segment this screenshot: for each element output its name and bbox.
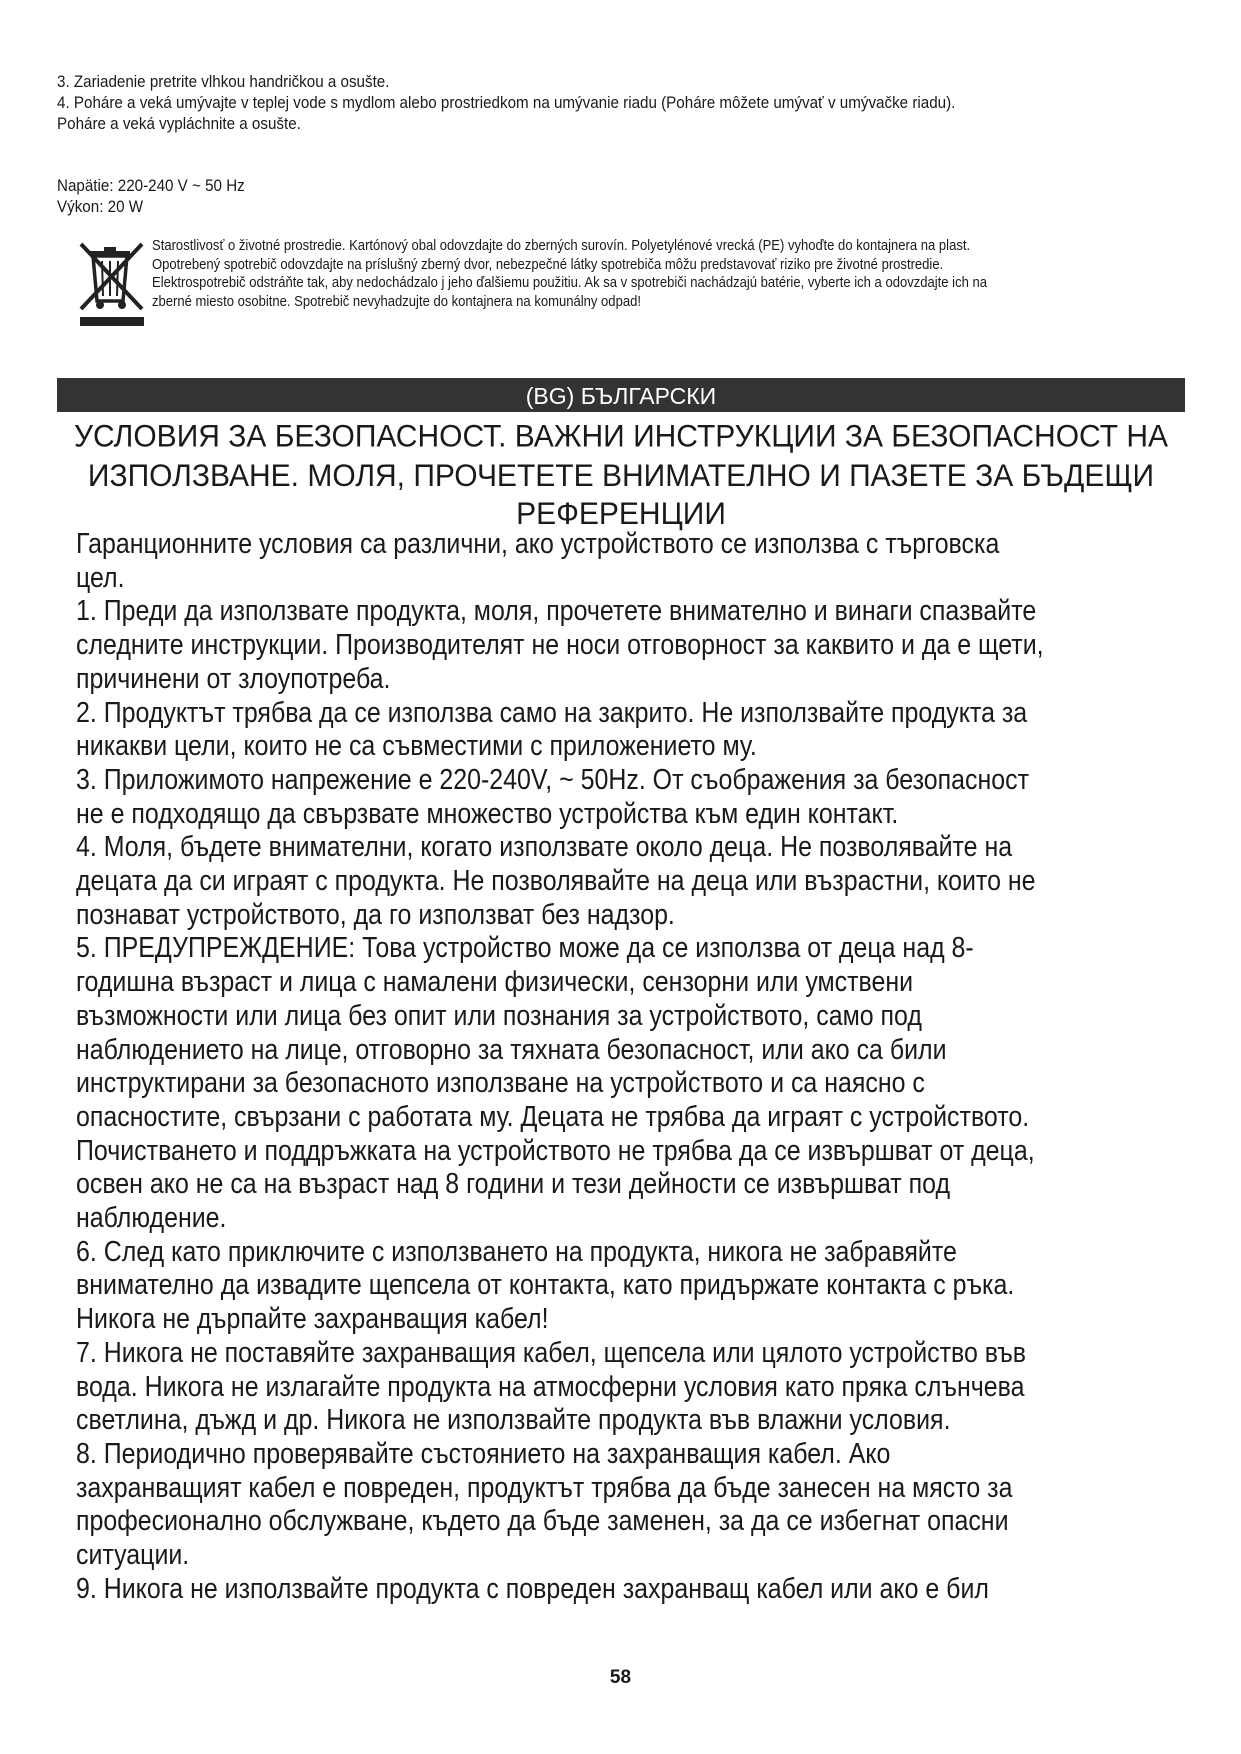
body-line: цел. — [76, 561, 125, 594]
safety-heading — [57, 418, 1185, 534]
body-line: децата да си играят с продукта. Не позволявайте на деца или възрастни, които не — [76, 865, 1036, 898]
text-line: Elektrospotrebič odstráňte tak, aby nedochádzalo j jeho ďalšiemu použitiu. Ak sa v spotrebiči nachádzajú batérie, vyberte ich a odovzdajte ich na — [152, 275, 988, 291]
body-line: внимателно да извадите щепсела от контакта, като придържате контакта с ръка. — [76, 1269, 1015, 1302]
text-line: 4. Poháre a veká umývajte v teplej vode s mydlom alebo prostriedkom na umývanie riadu (Poháre môžete umývať v umývačke riadu). — [57, 94, 956, 112]
body-line: Гаранционните условия са различни, ако устройството се използва с търговска — [76, 528, 1000, 560]
body-line: годишна възраст и лица с намалени физически, сензорни или умствени — [76, 966, 914, 999]
body-line: Почистването и поддръжката на устройството не трябва да се извършват от деца, — [76, 1134, 1035, 1167]
body-line: възможности или лица без опит или познания за устройството, само под — [76, 999, 922, 1032]
body-line: светлина, дъжд и др. Никога не използвайте продукта във влажни условия. — [76, 1404, 951, 1437]
body-line: никакви цели, които не са съвместими с приложението му. — [76, 730, 757, 763]
text-line: Opotrebený spotrebič odovzdajte na príslušný zberný dvor, nebezpečné látky spotrebiča môžu predstavovať riziko pre životné prostredie. — [152, 256, 944, 273]
slovak-care-instructions — [57, 72, 1087, 135]
heading-line: РЕФЕРЕНЦИИ — [516, 496, 726, 532]
power-spec: Výkon: 20 W — [57, 198, 144, 216]
body-line: 9. Никога не използвайте продукта с повреден захранващ кабел или ако е бил — [76, 1572, 989, 1605]
text-line: 3. Zariadenie pretrite vlhkou handričkou a osušte. — [57, 73, 390, 91]
text-line: Starostlivosť o životné prostredie. Kartónový obal odovzdajte do zberných surovín. Polyetylénové vrecká (PE) vyhoďte do kontajnera na plast. — [152, 238, 971, 254]
page-number: 58 — [609, 1667, 632, 1688]
text-line: Poháre a veká vypláchnite a osušte. — [57, 115, 301, 133]
body-line: професионално обслужване, където да бъде заменен, за да се избегнат опасни — [76, 1505, 1009, 1538]
text-line: zberné miesto osobitne. Spotrebič nevyhadzujte do kontajnera na komunálny odpad! — [152, 293, 641, 310]
environmental-notice — [152, 237, 1151, 311]
voltage-spec: Napätie: 220-240 V ~ 50 Hz — [57, 177, 245, 195]
body-line: 4. Моля, бъдете внимателни, когато използвате около деца. Не позволявайте на — [76, 831, 1013, 864]
body-line: 2. Продуктът трябва да се използва само на закрито. Не използвайте продукта за — [76, 696, 1028, 729]
body-line: ситуации. — [76, 1539, 190, 1572]
body-line: наблюдението на лице, отговорно за тяхната безопасност, или ако са били — [76, 1033, 947, 1066]
body-line: вода. Никога не излагайте продукта на атмосферни условия като пряка слънчева — [76, 1370, 1025, 1403]
technical-specs — [57, 176, 245, 218]
body-line: следните инструкции. Производителят не носи отговорност за каквито и да е щети, — [76, 629, 1044, 662]
body-line: наблюдение. — [76, 1202, 227, 1235]
heading-line: УСЛОВИЯ ЗА БЕЗОПАСНОСТ. ВАЖНИ ИНСТРУКЦИИ ЗА БЕЗОПАСНОСТ НА — [73, 419, 1169, 455]
body-line: не е подходящо да свързвате множество устройства към един контакт. — [76, 797, 899, 830]
body-line: захранващият кабел е повреден, продуктът трябва да бъде занесен на място за — [76, 1471, 1013, 1504]
body-line: опасностите, свързани с работата му. Децата не трябва да играят с устройството. — [76, 1100, 1030, 1133]
language-section-bar — [57, 378, 1185, 412]
body-line: освен ако не са на възраст над 8 години и тези дейности се извършват под — [76, 1168, 951, 1201]
body-line: 6. След като приключите с използването на продукта, никога не забравяйте — [76, 1235, 957, 1268]
heading-line: ИЗПОЛЗВАНЕ. МОЛЯ, ПРОЧЕТЕТЕ ВНИМАТЕЛНО И ПАЗЕТЕ ЗА БЪДЕЩИ — [87, 457, 1155, 493]
body-line: причинени от злоупотреба. — [76, 662, 391, 695]
body-line: познават устройството, да го използват без надзор. — [76, 898, 675, 931]
body-line: 7. Никога не поставяйте захранващия кабел, щепсела или цялото устройство във — [76, 1336, 1027, 1369]
safety-instructions-body — [76, 528, 1099, 1607]
crossed-out-wheelie-bin-icon — [76, 239, 148, 329]
language-label: (BG) БЪЛГАРСКИ — [525, 383, 717, 409]
body-line: Никога не дърпайте захранващия кабел! — [76, 1303, 549, 1336]
body-line: инструктирани за безопасното използване на устройството и са наясно с — [76, 1067, 925, 1100]
body-line: 1. Преди да използвате продукта, моля, прочетете внимателно и винаги спазвайте — [76, 595, 1037, 628]
body-line: 3. Приложимото напрежение е 220-240V, ~ 50Hz. От съображения за безопасност — [76, 763, 1030, 796]
body-line: 5. ПРЕДУПРЕЖДЕНИЕ: Това устройство може да се използва от деца над 8- — [76, 932, 974, 965]
body-line: 8. Периодично проверявайте състоянието на захранващия кабел. Ако — [76, 1437, 891, 1470]
